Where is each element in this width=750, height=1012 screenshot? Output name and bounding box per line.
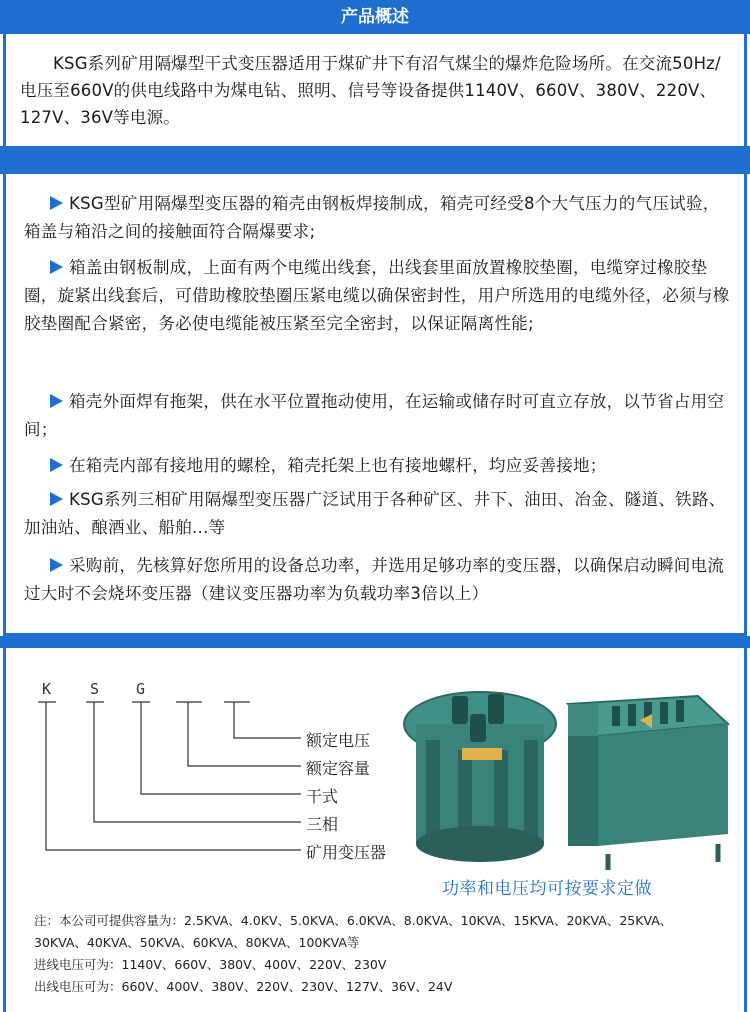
features-box: [3, 174, 747, 636]
triangle-bullet-icon: [50, 492, 63, 506]
feature-text: KSG型矿用隔爆型变压器的箱壳由钢板焊接制成，箱壳可经受8个大气压力的气压试验，箱盖与箱沿之间的接触面符合隔爆要求;: [24, 194, 720, 241]
note-capacity: 注：本公司可提供容量为：2.5KVA、4.0KV、5.0KVA、6.0KVA、8.0KVA、10KVA、15KVA、20KVA、25KVA、: [34, 913, 673, 928]
divider-bar: [0, 146, 750, 174]
model-section: [3, 648, 747, 1012]
feature-item: [24, 254, 736, 338]
feature-item: [24, 486, 736, 542]
feature-text: 箱壳外面焊有拖架，供在水平位置拖动使用，在运输或储存时可直立存放，以节省占用空间；: [24, 392, 725, 439]
feature-item: [24, 388, 736, 444]
triangle-bullet-icon: [50, 558, 63, 572]
model-label: 额定电压: [306, 731, 371, 750]
photo-caption: 功率和电压均可按要求定做: [442, 879, 652, 899]
divider-bar: [0, 636, 750, 648]
model-letter: S: [90, 680, 100, 698]
note-output-voltage: 出线电压可为：660V、400V、380V、220V、230V、127V、36V、24V: [34, 979, 453, 994]
transformer-photo: [402, 684, 732, 874]
model-label: 干式: [306, 787, 339, 806]
section-header: [0, 0, 750, 34]
feature-text: KSG系列三相矿用隔爆型变压器广泛试用于各种矿区、井下、油田、冶金、隧道、铁路、加油站、酿酒业、船舶...等: [24, 490, 726, 537]
model-letter: K: [42, 680, 52, 698]
feature-text: 箱盖由钢板制成，上面有两个电缆出线套，出线套里面放置橡胶垫圈，电缆穿过橡胶垫圈，旋紧出线套后，可借助橡胶垫圈压紧电缆以确保密封性，用户所选用的电缆外径，必须与橡胶垫圈配合紧密，务必使电缆能被压紧至完全密封，以保证隔离性能;: [24, 258, 730, 333]
box-transformer-image: [568, 696, 728, 870]
note-capacity-cont: 30KVA、40KVA、50KVA、60KVA、80KVA、100KVA等: [34, 935, 360, 950]
model-label: 矿用变压器: [306, 843, 387, 862]
notes-block: [34, 910, 734, 998]
model-label: 三相: [306, 815, 339, 834]
note-input-voltage: 进线电压可为：1140V、660V、380V、400V、220V、230V: [34, 957, 387, 972]
round-transformer-image: [404, 692, 556, 862]
triangle-bullet-icon: [50, 260, 63, 274]
feature-item: [24, 452, 736, 480]
feature-item: [24, 190, 736, 246]
triangle-bullet-icon: [50, 394, 63, 408]
header-title: 产品概述: [341, 7, 409, 27]
overview-text: KSG系列矿用隔爆型干式变压器适用于煤矿井下有沼气煤尘的爆炸危险场所。在交流50Hz/电压至660V的供电线路中为煤电钻、照明、信号等设备提供1140V、660V、380V、220V、127V、36V等电源。: [20, 54, 721, 127]
overview-box: [3, 34, 747, 146]
feature-text: 在箱壳内部有接地用的螺栓，箱壳托架上也有接地螺杆，均应妥善接地；: [69, 456, 607, 475]
triangle-bullet-icon: [50, 196, 63, 210]
feature-item: [24, 552, 736, 608]
feature-text: 采购前，先核算好您所用的设备总功率，并选用足够功率的变压器，以确保启动瞬间电流过大时不会烧坏变压器（建议变压器功率为负载功率3倍以上）: [24, 556, 725, 603]
model-letter: G: [136, 680, 146, 698]
triangle-bullet-icon: [50, 458, 63, 472]
model-label: 额定容量: [306, 759, 371, 778]
